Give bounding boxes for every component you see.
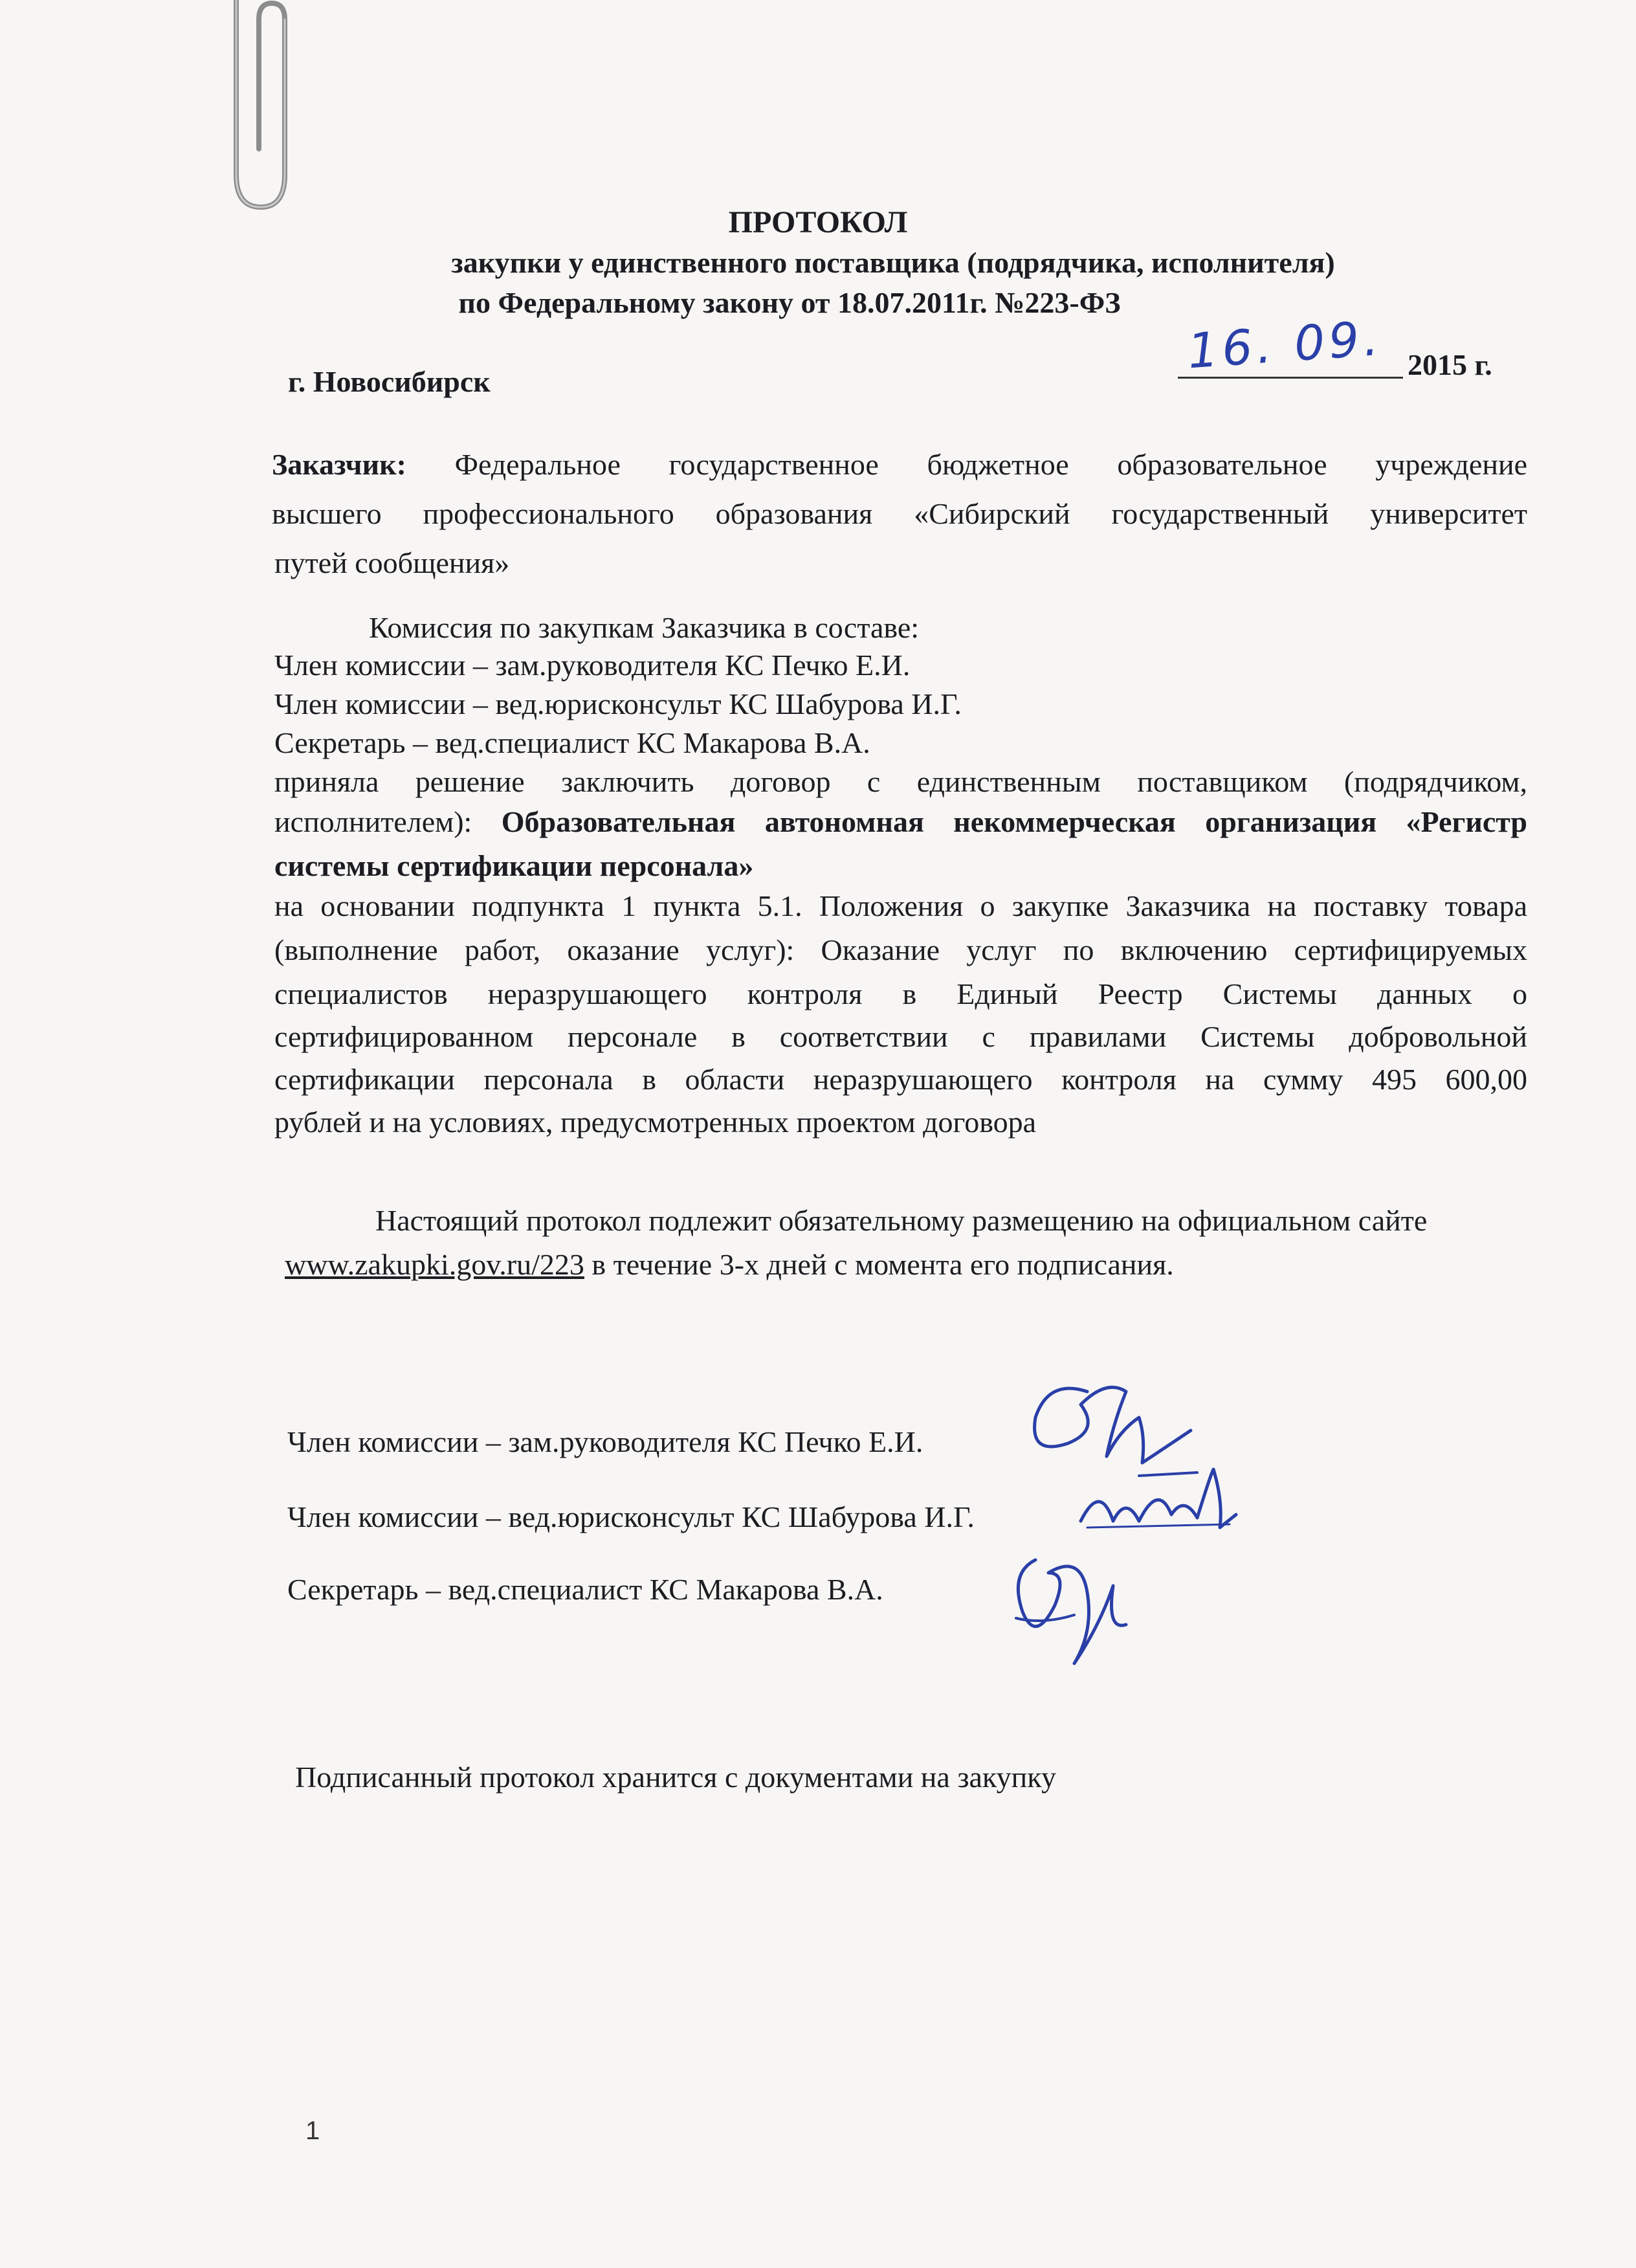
customer-text-1: Федеральное государственное бюджетное образовательное учреждение — [454, 448, 1527, 481]
decision-line-8: сертификации персонала в области неразрушающего контроля на сумму 495 600,00 — [274, 1063, 1527, 1096]
customer-label: Заказчик: — [272, 448, 406, 481]
decision-line-4: на основании подпункта 1 пункта 5.1. Положения о закупке Заказчика на поставку товара — [274, 889, 1527, 922]
publication-line-1: Настоящий протокол подлежит обязательному размещению на официальном сайте — [375, 1204, 1428, 1237]
decision-line-5: (выполнение работ, оказание услуг): Оказание услуг по включению сертифицируемых — [274, 933, 1527, 966]
customer-line-2: высшего профессионального образования «Сибирский государственный университет — [272, 497, 1527, 530]
commission-member-2: Член комиссии – вед.юрисконсульт КС Шабурова И.Г. — [274, 687, 962, 720]
place: г. Новосибирск — [288, 365, 491, 398]
publication-line-2 — [285, 1247, 1174, 1283]
decision-text-2: исполнителем): — [274, 805, 472, 838]
decision-line-6: специалистов неразрушающего контроля в Единый Реестр Системы данных о — [274, 977, 1527, 1010]
customer-line-1 — [272, 447, 1527, 483]
paperclip-icon — [210, 0, 301, 220]
zakupki-link[interactable]: www.zakupki.gov.ru/223 — [285, 1248, 584, 1281]
decision-line-1: приняла решение заключить договор с единственным поставщиком (подрядчиком, — [274, 765, 1527, 798]
decision-line-9: рублей и на условиях, предусмотренных проектом договора — [274, 1106, 1037, 1139]
supplier-name-1: Образовательная автономная некоммерческая организация «Регистр — [501, 805, 1527, 838]
footer-note: Подписанный протокол хранится с документами на закупку — [295, 1761, 1056, 1794]
signature-makarova — [997, 1534, 1139, 1689]
customer-line-3: путей сообщения» — [274, 546, 510, 579]
commission-member-1: Член комиссии – зам.руководителя КС Печко Е.И. — [274, 649, 911, 682]
supplier-name-2: системы сертификации персонала» — [274, 849, 754, 882]
decision-line-7: сертифицированном персонале в соответствии с правилами Системы добровольной — [274, 1020, 1527, 1053]
commission-intro: Комиссия по закупкам Заказчика в составе: — [369, 611, 920, 644]
date-year: 2015 г. — [1408, 348, 1492, 381]
signature-line-secretary: Секретарь – вед.специалист КС Макарова В.А. — [287, 1573, 883, 1606]
decision-line-2 — [274, 804, 1527, 840]
publication-text-2: в течение 3-х дней с момента его подписания. — [584, 1248, 1174, 1281]
document-title: ПРОТОКОЛ — [728, 205, 908, 239]
date-handwritten: 16. 09. — [1186, 310, 1384, 380]
signature-line-member-2: Член комиссии – вед.юрисконсульт КС Шабурова И.Г. — [287, 1500, 975, 1533]
document-subtitle-1: закупки у единственного поставщика (подрядчика, исполнителя) — [451, 246, 1335, 279]
signature-line-member-1: Член комиссии – зам.руководителя КС Печко Е.И. — [287, 1425, 923, 1458]
commission-secretary: Секретарь – вед.специалист КС Макарова В.А. — [274, 726, 870, 759]
document-subtitle-2: по Федеральному закону от 18.07.2011г. №223-ФЗ — [458, 286, 1121, 319]
page-number: 1 — [305, 2117, 320, 2145]
